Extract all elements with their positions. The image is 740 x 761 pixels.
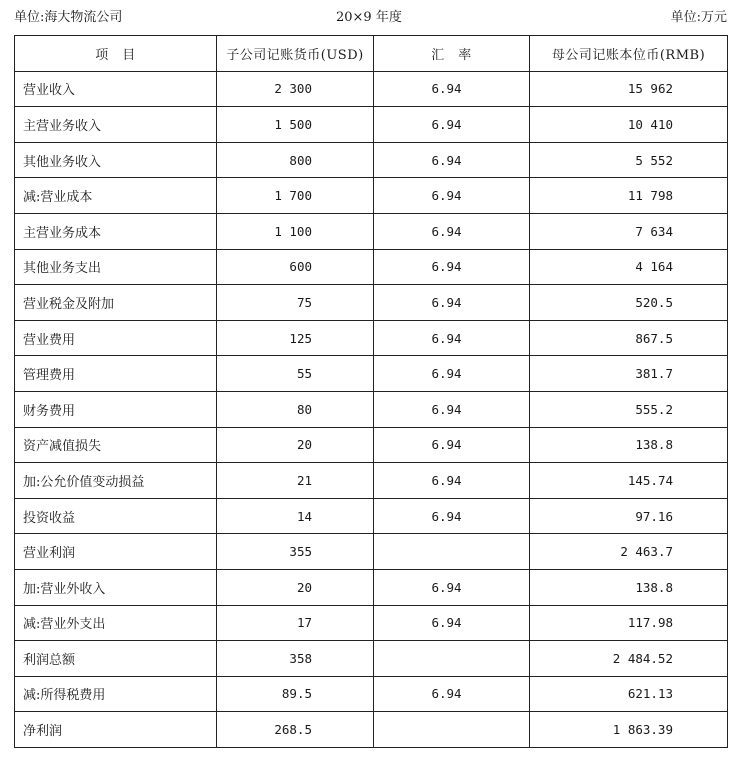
cell-item: 管理费用 — [15, 356, 217, 392]
cell-rate: 6.94 — [374, 213, 530, 249]
report-header — [14, 8, 727, 28]
cell-item: 加:公允价值变动损益 — [15, 463, 217, 499]
table-row — [15, 249, 728, 285]
cell-rmb: 4 164 — [530, 249, 728, 285]
cell-item: 营业利润 — [15, 534, 217, 570]
cell-usd: 20 — [217, 569, 374, 605]
cell-rmb: 11 798 — [530, 178, 728, 214]
cell-rate: 6.94 — [374, 427, 530, 463]
cell-rmb: 5 552 — [530, 142, 728, 178]
cell-item: 其他业务支出 — [15, 249, 217, 285]
table-row — [15, 391, 728, 427]
cell-usd: 358 — [217, 641, 374, 677]
cell-item: 减:营业成本 — [15, 178, 217, 214]
column-header-usd: 子公司记账货币(USD) — [217, 36, 374, 72]
cell-rmb: 2 463.7 — [530, 534, 728, 570]
column-header-rate: 汇 率 — [374, 36, 530, 72]
table-row — [15, 142, 728, 178]
table-row — [15, 213, 728, 249]
cell-item: 投资收益 — [15, 498, 217, 534]
cell-item: 净利润 — [15, 712, 217, 748]
table-row — [15, 356, 728, 392]
cell-usd: 55 — [217, 356, 374, 392]
cell-rmb: 117.98 — [530, 605, 728, 641]
table-header-row — [15, 36, 728, 72]
cell-usd: 21 — [217, 463, 374, 499]
cell-rate: 6.94 — [374, 71, 530, 107]
cell-item: 利润总额 — [15, 641, 217, 677]
cell-rate: 6.94 — [374, 107, 530, 143]
cell-rmb: 138.8 — [530, 427, 728, 463]
cell-usd: 20 — [217, 427, 374, 463]
cell-rmb: 621.13 — [530, 676, 728, 712]
table-row — [15, 320, 728, 356]
cell-item: 加:营业外收入 — [15, 569, 217, 605]
cell-rate: 6.94 — [374, 320, 530, 356]
table-row — [15, 676, 728, 712]
cell-usd: 125 — [217, 320, 374, 356]
cell-item: 营业收入 — [15, 71, 217, 107]
column-header-rmb: 母公司记账本位币(RMB) — [530, 36, 728, 72]
table-row — [15, 463, 728, 499]
cell-rate: 6.94 — [374, 142, 530, 178]
cell-rate — [374, 712, 530, 748]
cell-usd: 17 — [217, 605, 374, 641]
cell-usd: 89.5 — [217, 676, 374, 712]
cell-rmb: 145.74 — [530, 463, 728, 499]
currency-unit-label: 单位:万元 — [670, 10, 727, 25]
table-row — [15, 569, 728, 605]
cell-rmb: 138.8 — [530, 569, 728, 605]
cell-rmb: 2 484.52 — [530, 641, 728, 677]
table-row — [15, 712, 728, 748]
cell-rmb: 520.5 — [530, 285, 728, 321]
cell-rate: 6.94 — [374, 285, 530, 321]
cell-usd: 800 — [217, 142, 374, 178]
cell-item: 营业费用 — [15, 320, 217, 356]
table-row — [15, 285, 728, 321]
report-period: 20×9 年度 — [336, 10, 402, 25]
cell-item: 营业税金及附加 — [15, 285, 217, 321]
cell-item: 减:所得税费用 — [15, 676, 217, 712]
cell-usd: 2 300 — [217, 71, 374, 107]
cell-item: 主营业务成本 — [15, 213, 217, 249]
cell-rate: 6.94 — [374, 605, 530, 641]
cell-rmb: 15 962 — [530, 71, 728, 107]
table-row — [15, 71, 728, 107]
cell-item: 主营业务收入 — [15, 107, 217, 143]
cell-usd: 1 100 — [217, 213, 374, 249]
cell-rmb: 10 410 — [530, 107, 728, 143]
column-header-item: 项 目 — [15, 36, 217, 72]
cell-rate: 6.94 — [374, 498, 530, 534]
table-row — [15, 427, 728, 463]
cell-usd: 1 500 — [217, 107, 374, 143]
cell-item: 财务费用 — [15, 391, 217, 427]
cell-rate: 6.94 — [374, 178, 530, 214]
table-row — [15, 534, 728, 570]
cell-usd: 268.5 — [217, 712, 374, 748]
cell-rate: 6.94 — [374, 463, 530, 499]
cell-rmb: 97.16 — [530, 498, 728, 534]
cell-usd: 355 — [217, 534, 374, 570]
cell-usd: 75 — [217, 285, 374, 321]
cell-rmb: 381.7 — [530, 356, 728, 392]
cell-usd: 600 — [217, 249, 374, 285]
table-row — [15, 178, 728, 214]
cell-rate: 6.94 — [374, 356, 530, 392]
income-statement-table — [14, 35, 728, 748]
cell-rmb: 867.5 — [530, 320, 728, 356]
cell-rate: 6.94 — [374, 249, 530, 285]
cell-rate: 6.94 — [374, 676, 530, 712]
cell-item: 其他业务收入 — [15, 142, 217, 178]
cell-rmb: 1 863.39 — [530, 712, 728, 748]
cell-rate: 6.94 — [374, 569, 530, 605]
cell-rate — [374, 534, 530, 570]
cell-usd: 80 — [217, 391, 374, 427]
cell-rate — [374, 641, 530, 677]
cell-rate: 6.94 — [374, 391, 530, 427]
table-row — [15, 605, 728, 641]
cell-usd: 14 — [217, 498, 374, 534]
table-row — [15, 641, 728, 677]
table-row — [15, 498, 728, 534]
table-row — [15, 107, 728, 143]
cell-rmb: 7 634 — [530, 213, 728, 249]
cell-usd: 1 700 — [217, 178, 374, 214]
cell-item: 资产减值损失 — [15, 427, 217, 463]
cell-item: 减:营业外支出 — [15, 605, 217, 641]
company-unit-label: 单位:海大物流公司 — [14, 10, 123, 25]
cell-rmb: 555.2 — [530, 391, 728, 427]
